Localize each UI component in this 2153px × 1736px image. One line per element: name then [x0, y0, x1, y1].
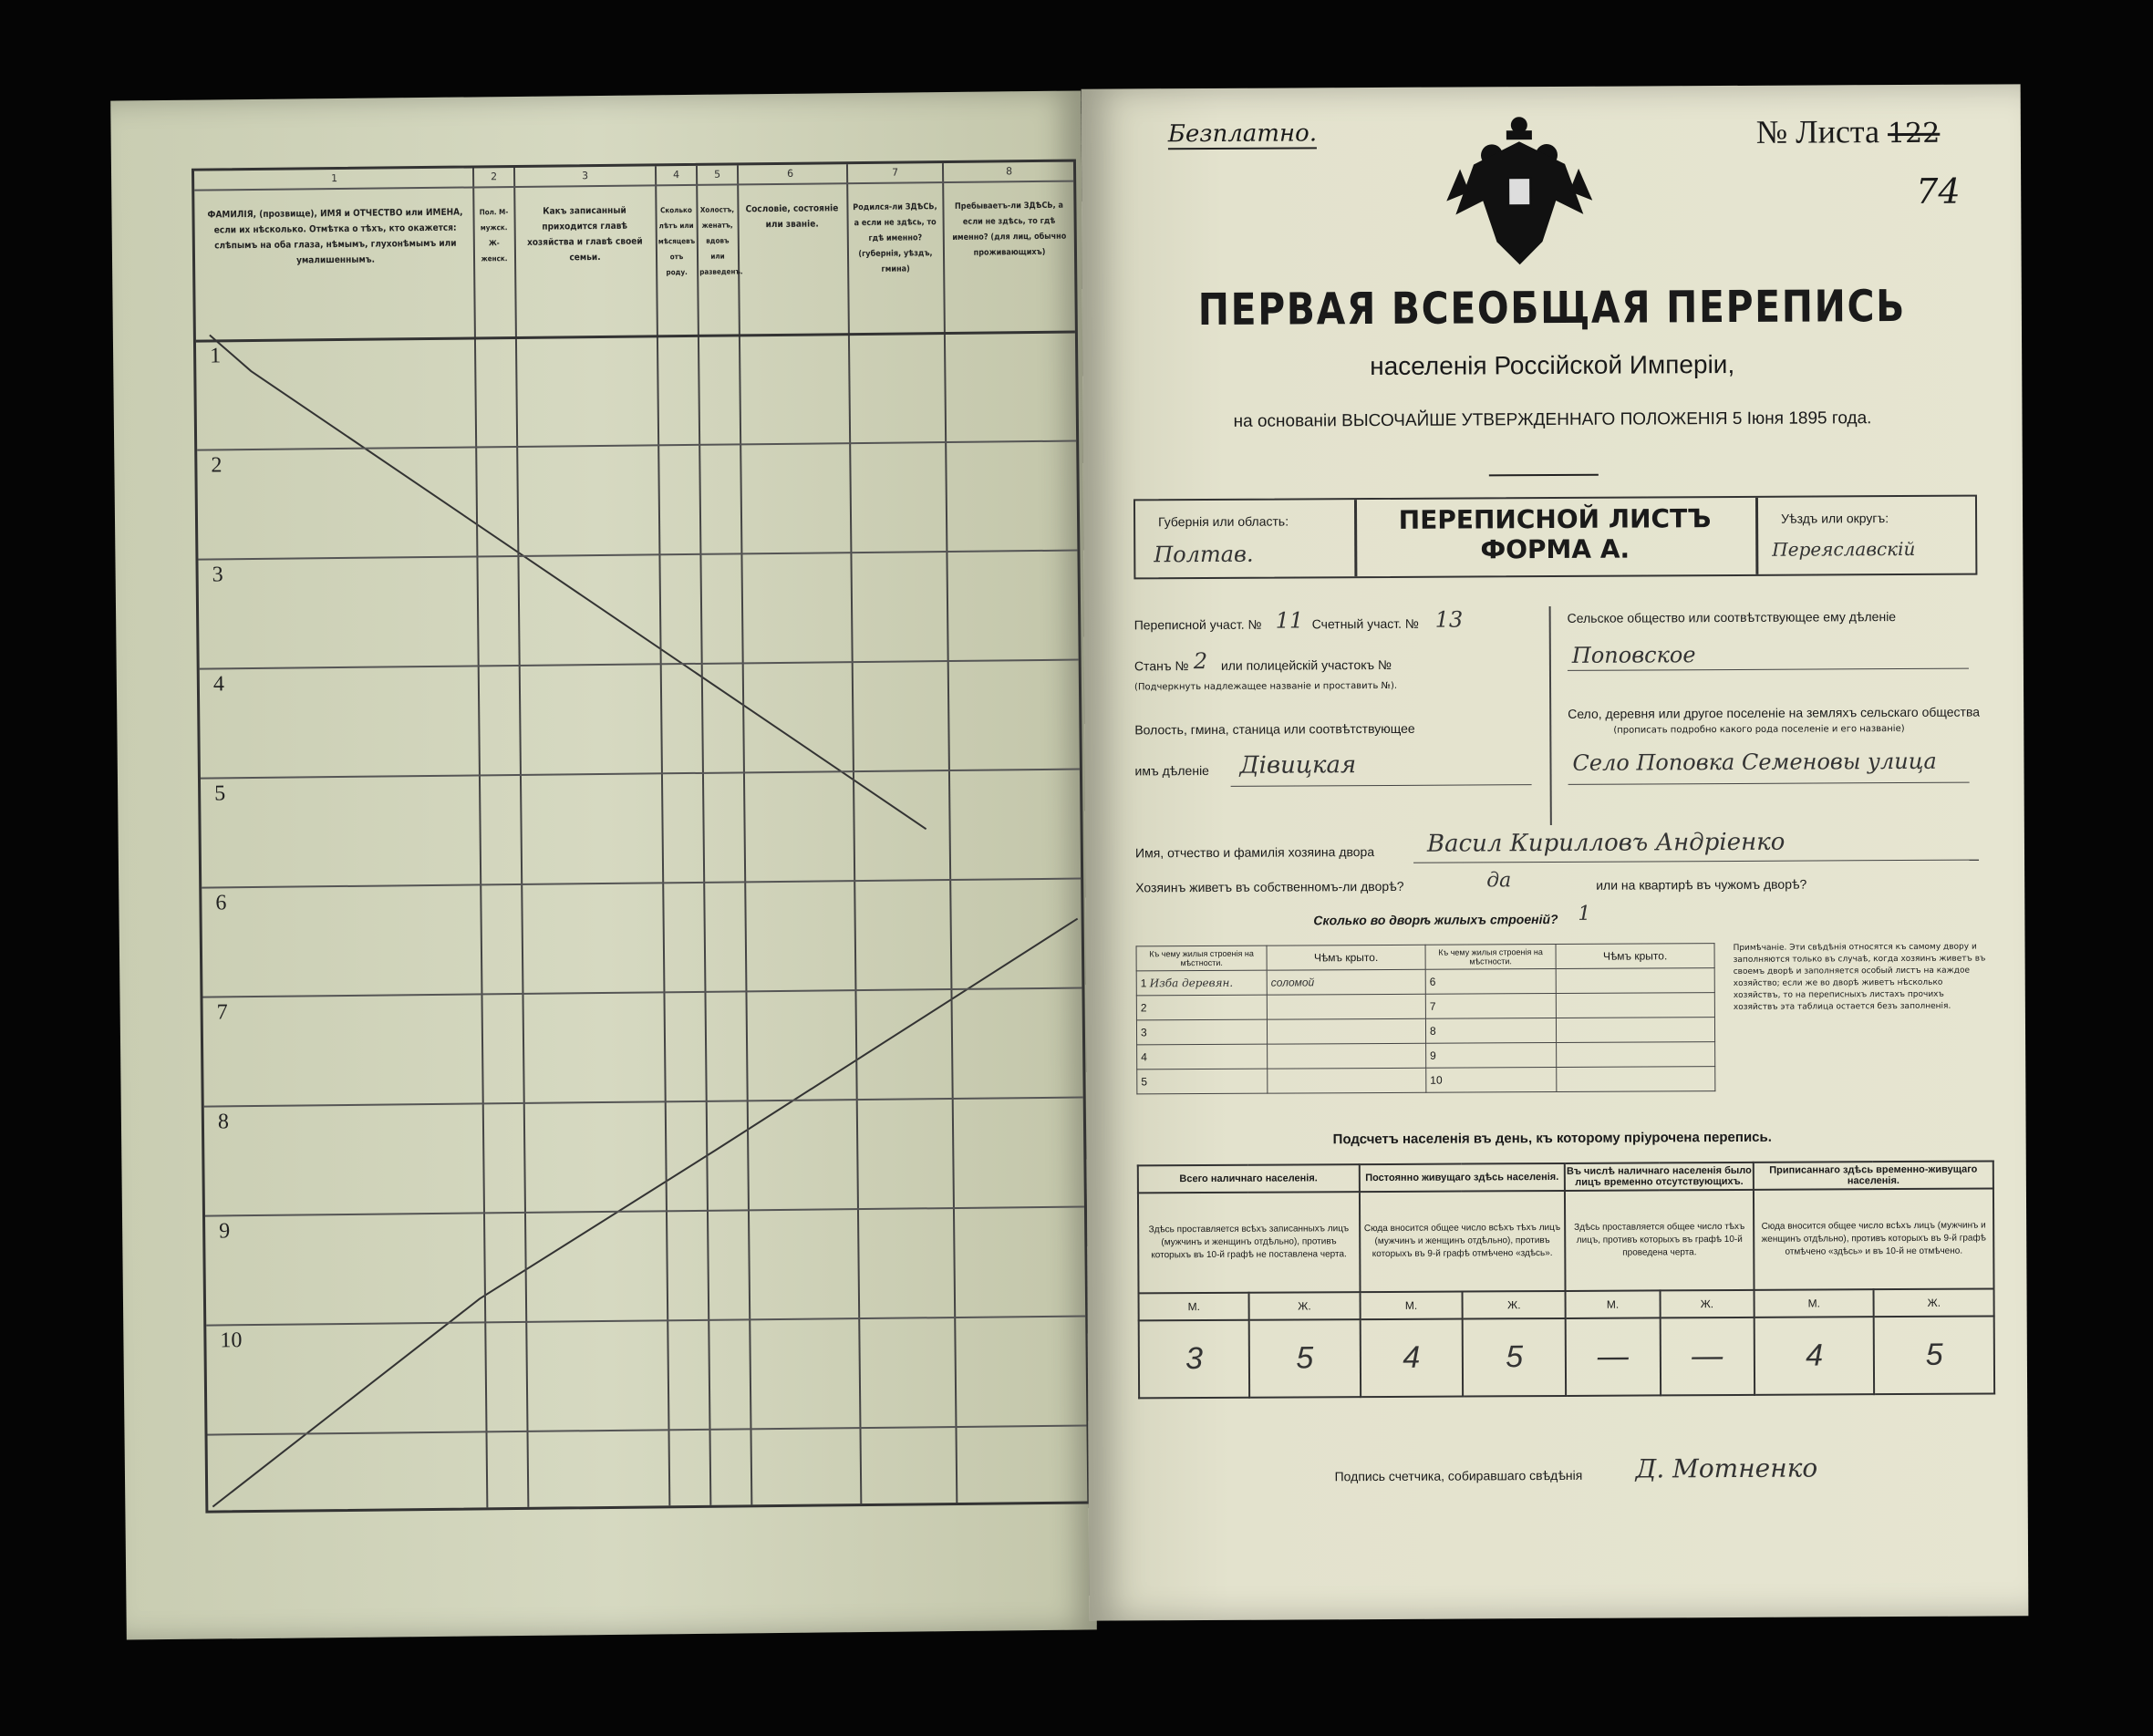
free-label: Безплатно.: [1167, 119, 1318, 149]
page-subtitle: населенія Россійской Имперіи,: [1370, 349, 1735, 381]
count-value: 5: [1249, 1319, 1361, 1398]
rent-label: или на квартирѣ въ чужомъ дворѣ?: [1596, 876, 1807, 893]
row-number: 5: [214, 781, 226, 806]
building-row-number: 8: [1425, 1018, 1556, 1043]
building-row-number: 6: [1425, 968, 1556, 994]
building-row-number: 9: [1426, 1042, 1557, 1068]
stan-label: Станъ №: [1133, 658, 1189, 674]
signature-value: Д. Мотненко: [1635, 1452, 1818, 1484]
building-row-number: 3: [1136, 1019, 1267, 1045]
column-number: 1: [331, 172, 338, 185]
sex-male: М.: [1360, 1292, 1463, 1320]
volost-label-2: имъ дѣленіе: [1134, 762, 1209, 779]
column-number: 2: [491, 170, 498, 183]
count-value: —: [1566, 1318, 1661, 1396]
bld-col2-header: Чѣмъ крыто.: [1267, 945, 1425, 970]
header-age: Сколько лѣтъ или мѣсяцевъ отъ роду.: [657, 205, 696, 277]
province-cell: [1135, 500, 1357, 577]
column-number: 6: [786, 167, 794, 180]
village-label: Село, деревня или другое поселеніе на земляхъ сельскаго общества: [1568, 704, 1981, 721]
sex-male: М.: [1754, 1289, 1875, 1318]
count-col-desc: Здѣсь проставляется всѣхъ записанныхъ лицъ (мужчинъ и женщинъ отдѣльно), противъ которыхъ въ 10-й графѣ не поставлена черта.: [1138, 1192, 1360, 1293]
column-number: 4: [673, 169, 680, 181]
building-row-number: 5: [1137, 1069, 1268, 1094]
signature-label: Подпись счетчика, собиравшаго свѣдѣнія: [1334, 1467, 1583, 1484]
header-relation: Какъ записанный приходится главѣ хозяйства и главѣ своей семьи.: [526, 205, 643, 264]
column-number: 7: [891, 166, 899, 179]
count-col-desc: Сюда вносится общее число всѣхъ тѣхъ лицъ (мужчинъ и женщинъ отдѣльно), противъ которыхъ въ 9-й графѣ отмѣчено «здѣсь».: [1359, 1191, 1565, 1292]
district-label: Уѣздъ или округъ:: [1781, 511, 1889, 526]
society-value: Поповское: [1571, 642, 1696, 668]
right-page: [1082, 84, 2029, 1620]
bld-col1-header: Къ чему жилыя строенія на мѣстности.: [1136, 946, 1267, 971]
count-value: 5: [1463, 1318, 1566, 1397]
buildings-table: [1136, 943, 1716, 1094]
count-value: —: [1660, 1318, 1754, 1396]
row-number: 4: [212, 672, 225, 697]
header-residence: Пребываетъ-ли ЗДѢСЬ, а если не здѣсь, то гдѣ именно? (для лиц, обычно проживающихъ): [952, 201, 1067, 258]
owner-label: Имя, отчество и фамилія хозяина двора: [1134, 844, 1375, 861]
sheet-number-crossed: 122: [1887, 117, 1941, 150]
province-value: Полтав.: [1154, 541, 1254, 568]
page-title: ПЕРВАЯ ВСЕОБЩАЯ ПЕРЕПИСЬ: [1197, 280, 1907, 336]
left-page: [110, 90, 1097, 1639]
buildings-value: 1: [1578, 902, 1591, 925]
count-value: 4: [1754, 1317, 1875, 1395]
count-col-desc: Сюда вносится общее число всѣхъ лицъ (мужчинъ и женщинъ отдѣльно), противъ которыхъ въ 9-й графѣ отмѣчено «здѣсь» и въ 10-й не отмѣчено.: [1754, 1188, 1994, 1289]
row-number: 2: [211, 453, 223, 478]
own-yard-label: Хозяинъ живетъ въ собственномъ-ли дворѣ?: [1135, 878, 1404, 895]
ornament-divider: [1489, 474, 1599, 477]
building-row-number: 7: [1425, 993, 1556, 1018]
count-col-header: Приписаннаго здѣсь временно-живущаго населенія.: [1754, 1161, 1993, 1189]
sheet-number: [1756, 112, 1941, 151]
building-row-number: 2: [1136, 995, 1267, 1020]
sex-male: М.: [1566, 1290, 1661, 1318]
form-title: ПЕРЕПИСНОЙ ЛИСТЪ: [1398, 503, 1712, 535]
volost-value: Дівицкая: [1239, 751, 1357, 780]
underline-note: (Подчеркнуть надлежащее названіе и проставить №).: [1134, 680, 1398, 693]
sex-female: Ж.: [1463, 1291, 1566, 1319]
row-number: 8: [217, 1110, 230, 1134]
form-subtitle: ФОРМА А.: [1480, 533, 1630, 565]
row-number: 3: [212, 563, 223, 587]
count-title: Подсчетъ населенія въ день, къ которому пріурочена перепись.: [1332, 1129, 1772, 1148]
province-label: Губернія или область:: [1158, 513, 1289, 530]
police-label: или полицейскій участокъ №: [1220, 656, 1392, 673]
count-value: 3: [1139, 1320, 1250, 1399]
bld-col1-header: Къ чему жилыя строенія на мѣстности.: [1425, 944, 1556, 969]
own-yard-value: да: [1486, 869, 1512, 893]
column-number: 5: [714, 168, 721, 181]
building-row-number: 4: [1137, 1044, 1268, 1070]
owner-value: Васил Кирилловъ Андріенко: [1426, 828, 1786, 858]
sex-female: Ж.: [1874, 1288, 1994, 1317]
row-number: 10: [220, 1328, 243, 1353]
volost-label: Волость, гмина, станица или соотвѣтствующее: [1134, 720, 1415, 738]
row-number: 7: [216, 1000, 228, 1025]
legal-basis: на основаніи ВЫСОЧАЙШЕ УТВЕРЖДЕННАГО ПОЛОЖЕНІЯ 5 Іюня 1895 года.: [1233, 408, 1872, 431]
double-headed-eagle-icon: [1446, 114, 1593, 270]
header-marital: Холостъ, женатъ, вдовъ или разведенъ.: [699, 205, 743, 276]
sex-female: Ж.: [1660, 1290, 1754, 1318]
counting-section-label: Счетный участ. №: [1311, 615, 1419, 632]
count-value: 4: [1360, 1319, 1463, 1398]
form-title-cell: [1354, 498, 1755, 576]
count-col-desc: Здѣсь проставляется общее число тѣхъ лицъ, противъ которыхъ въ графѣ 10-й проведена черта.: [1565, 1190, 1754, 1291]
count-value: 5: [1874, 1316, 1994, 1394]
row-number: 6: [215, 891, 227, 915]
household-members-grid: [191, 160, 1090, 1514]
column-number: 8: [1005, 165, 1013, 178]
stan-value: 2: [1193, 647, 1208, 675]
village-note: (прописать подробно какого рода поселеніе и его названіе): [1613, 723, 1905, 736]
society-label: Сельское общество или соотвѣтствующее ему дѣленіе: [1567, 609, 1897, 625]
building-roof: соломой: [1267, 969, 1425, 995]
header-estate: Сословіе, состояніе или званіе.: [745, 203, 839, 231]
header-name: ФАМИЛІЯ, (прозвище), ИМЯ и ОТЧЕСТВО или ИМЕНА, если их нѣсколько. Отмѣтка о тѣхъ, кто окажется: слѣпымъ на оба глаза, нѣмымъ, глухонѣмымъ или умалишеннымъ.: [207, 207, 463, 266]
count-col-header: Всего наличнаго населенія.: [1138, 1164, 1360, 1193]
counting-section-value: 13: [1434, 606, 1464, 633]
row-number: 1: [209, 344, 222, 368]
district-value: Переяславскій: [1772, 537, 1916, 561]
district-cell: [1755, 497, 1978, 574]
row-number: 9: [219, 1219, 231, 1244]
building-row-number: 10: [1426, 1067, 1557, 1092]
population-count-table: [1137, 1160, 1995, 1399]
header-birthplace: Родился-ли ЗДѢСЬ, а если не здѣсь, то гдѣ именно? (губернія, уѣздъ, гмина): [853, 202, 937, 274]
form-header-box: [1133, 495, 1977, 580]
count-col-header: Въ числѣ наличнаго населенія было лицъ временно отсутствующихъ.: [1565, 1162, 1754, 1191]
header-sex: Пол. М-мужск. Ж-женск.: [479, 208, 509, 264]
sex-female: Ж.: [1249, 1292, 1360, 1320]
sex-male: М.: [1139, 1293, 1249, 1321]
census-section-label: Переписной участ. №: [1133, 616, 1262, 633]
column-number: 3: [582, 170, 589, 182]
sheet-number-handwritten: 74: [1916, 170, 1961, 212]
village-value: Село Поповка Семеновы улица: [1572, 748, 1937, 776]
buildings-note: Примѣчаніе. Эти свѣдѣнія относятся къ самому двору и заполняются только въ случаѣ, когда хозяинъ живетъ въ своемъ дворѣ и заполняется особый листъ на каждое хозяйство; если же во дворѣ живетъ нѣсколько хозяйствъ, то на переписныхъ листахъ прочихъ хозяйствъ эта таблица остается безъ заполненія.: [1733, 942, 1986, 1012]
count-col-header: Постоянно живущаго здѣсь населенія.: [1359, 1163, 1565, 1192]
sheet-label: № Листа: [1755, 113, 1880, 150]
bld-col2-header: Чѣмъ крыто.: [1556, 944, 1714, 969]
buildings-label: Сколько во дворѣ жилыхъ строеній?: [1313, 911, 1558, 928]
building-row: 1 Изба деревян.: [1136, 970, 1267, 996]
census-section-value: 11: [1275, 607, 1304, 634]
